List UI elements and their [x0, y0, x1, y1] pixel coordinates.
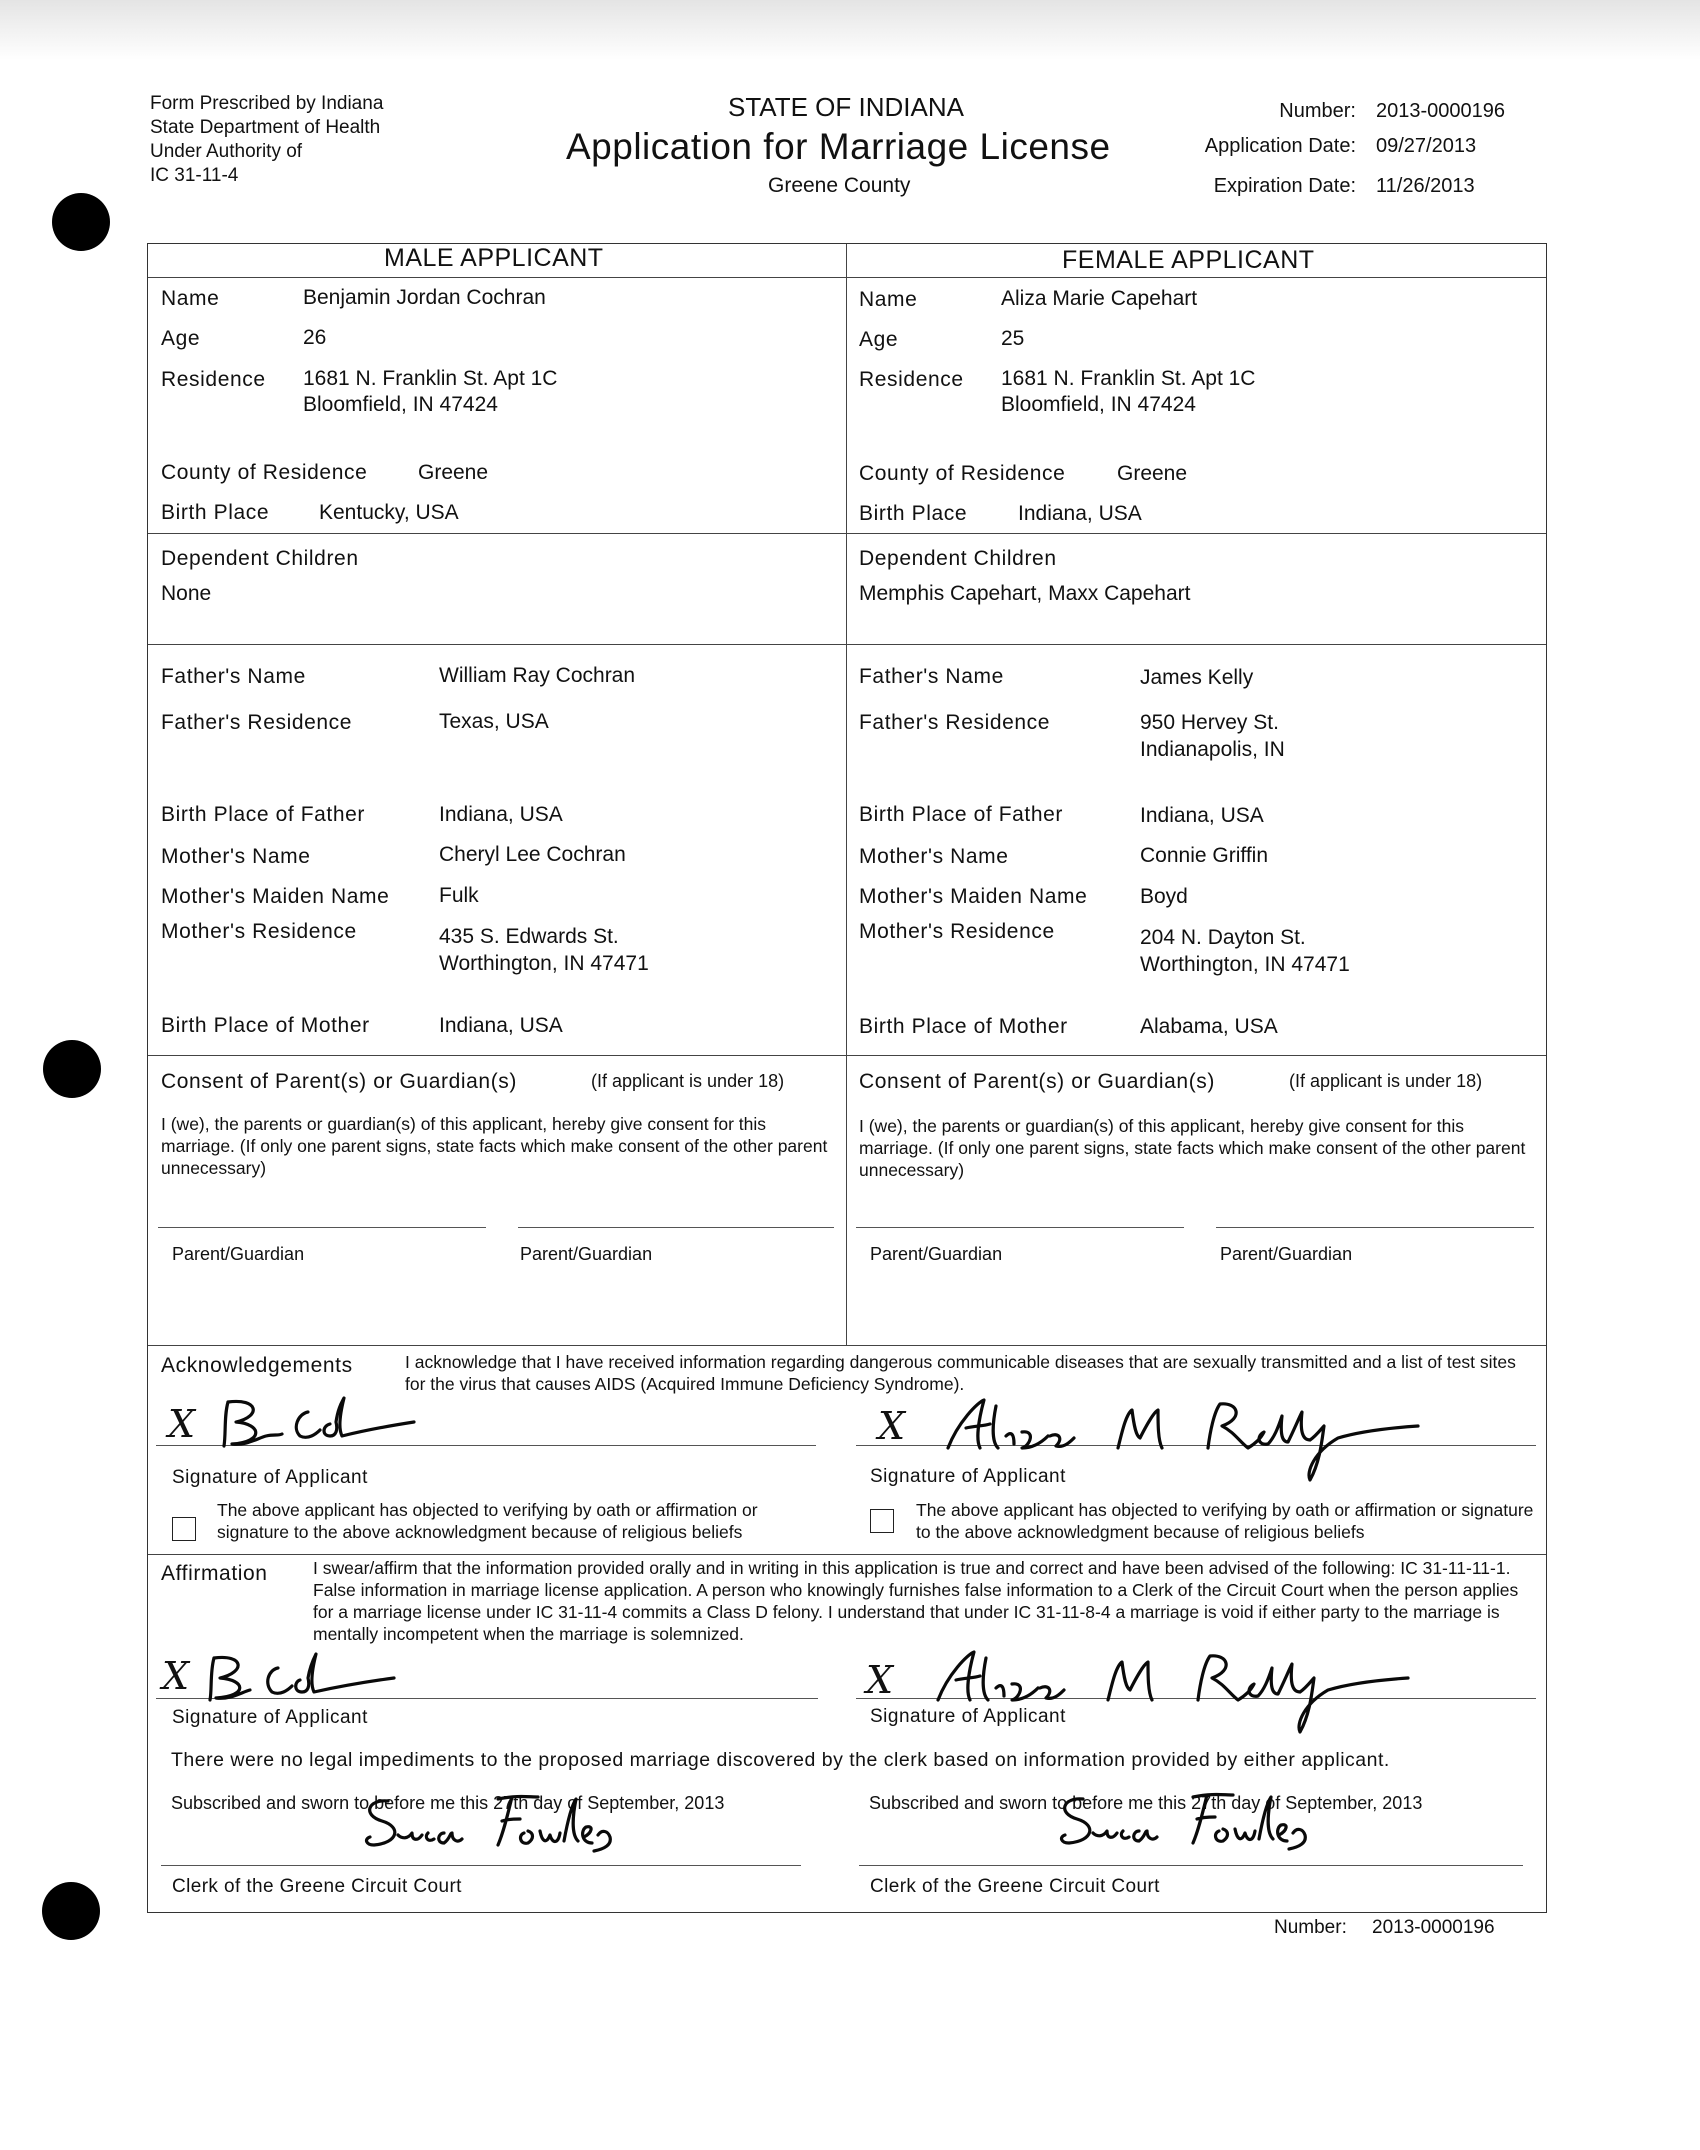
male-residence-label: Residence — [161, 368, 266, 391]
female-dependent-children-label: Dependent Children — [859, 547, 1057, 570]
female-consent-note: (If applicant is under 18) — [1289, 1071, 1483, 1091]
male-father-name: William Ray Cochran — [439, 664, 636, 687]
female-father-residence-label: Father's Residence — [859, 711, 1051, 734]
male-dependent-children-label: Dependent Children — [161, 547, 359, 570]
male-dependent-children: None — [161, 582, 212, 605]
female-applicant-heading: FEMALE APPLICANT — [1062, 246, 1315, 274]
section-divider — [148, 1554, 1546, 1555]
female-signature-x: X — [878, 1404, 906, 1448]
male-mother-residence-label: Mother's Residence — [161, 920, 357, 943]
punch-hole-middle — [43, 1040, 101, 1098]
male-county-label: County of Residence — [161, 461, 368, 484]
female-mother-residence-label: Mother's Residence — [859, 920, 1055, 943]
male-religious-objection-text: The above applicant has objected to verifying by oath or affirmation or signature to the above acknowledgment because of religious beliefs — [217, 1500, 758, 1542]
female-age: 25 — [1001, 327, 1025, 350]
male-consent-text: I (we), the parents or guardian(s) of this applicant, hereby give consent for this marriage. (If only one parent signs, state facts which make consent of the other parent unnecessary) — [161, 1114, 828, 1178]
female-signature-of-applicant-label: Signature of Applicant — [870, 1466, 1066, 1487]
male-mother-name: Cheryl Lee Cochran — [439, 843, 626, 866]
authority-line: State Department of Health — [150, 117, 381, 138]
female-dependent-children: Memphis Capehart, Maxx Capehart — [859, 582, 1191, 605]
state-heading: STATE OF INDIANA — [728, 92, 964, 122]
page-title: Application for Marriage License — [566, 126, 1111, 167]
male-county: Greene — [418, 461, 489, 484]
male-mother-residence-line2: Worthington, IN 47471 — [439, 952, 649, 975]
female-residence-line2: Bloomfield, IN 47424 — [1001, 393, 1196, 416]
scan-top-shade — [0, 0, 1700, 60]
male-mother-birth-place-label: Birth Place of Mother — [161, 1014, 370, 1037]
footer-number: 2013-0000196 — [1372, 1917, 1495, 1938]
female-father-birth-place: Indiana, USA — [1140, 804, 1264, 827]
male-age: 26 — [303, 326, 327, 349]
male-birth-place-label: Birth Place — [161, 501, 270, 524]
heading-divider — [148, 277, 1546, 278]
section-divider — [148, 533, 1546, 534]
male-religious-objection-checkbox[interactable] — [172, 1517, 196, 1541]
section-divider — [148, 1345, 1546, 1346]
female-age-label: Age — [859, 328, 899, 351]
expiration-date: 11/26/2013 — [1376, 175, 1475, 197]
female-county-label: County of Residence — [859, 462, 1066, 485]
female-affirmation-signature-x: X — [866, 1658, 894, 1702]
male-mother-birth-place: Indiana, USA — [439, 1014, 563, 1037]
authority-line: Form Prescribed by Indiana — [150, 93, 384, 114]
female-sworn-statement: Subscribed and sworn to before me this 27th day of September, 2013 — [869, 1793, 1423, 1813]
punch-hole-top — [52, 193, 110, 251]
male-birth-place: Kentucky, USA — [319, 501, 459, 524]
male-father-birth-place-label: Birth Place of Father — [161, 803, 366, 826]
male-affirmation-signature-x: X — [162, 1654, 190, 1698]
female-father-birth-place-label: Birth Place of Father — [859, 803, 1064, 826]
authority-line: IC 31-11-4 — [150, 165, 239, 186]
female-father-residence-line2: Indianapolis, IN — [1140, 738, 1285, 761]
female-clerk-signature-line[interactable] — [859, 1865, 1523, 1866]
female-residence-line1: 1681 N. Franklin St. Apt 1C — [1001, 367, 1256, 390]
male-parent-signature-line-1[interactable] — [158, 1227, 486, 1228]
female-birth-place-label: Birth Place — [859, 502, 968, 525]
application-form — [147, 243, 1547, 1913]
male-sworn-statement: Subscribed and sworn to before me this 27th day of September, 2013 — [171, 1793, 725, 1813]
female-mother-birth-place-label: Birth Place of Mother — [859, 1015, 1068, 1038]
female-religious-objection-text: The above applicant has objected to verifying by oath or affirmation or signature to the above acknowledgment because of religious beliefs — [916, 1500, 1534, 1542]
affirmation-label: Affirmation — [161, 1562, 268, 1585]
punch-hole-bottom — [42, 1882, 100, 1940]
column-divider — [846, 244, 847, 1345]
female-name-label: Name — [859, 288, 918, 311]
female-consent-title: Consent of Parent(s) or Guardian(s) — [859, 1070, 1215, 1093]
female-clerk-label: Clerk of the Greene Circuit Court — [870, 1876, 1160, 1897]
female-affirmation-signature-label: Signature of Applicant — [870, 1706, 1066, 1727]
male-clerk-label: Clerk of the Greene Circuit Court — [172, 1876, 462, 1897]
number-label: Number: — [1279, 100, 1356, 122]
female-religious-objection-checkbox[interactable] — [870, 1509, 894, 1533]
male-mother-maiden: Fulk — [439, 884, 479, 907]
male-consent-title: Consent of Parent(s) or Guardian(s) — [161, 1070, 517, 1093]
county-heading: Greene County — [768, 174, 911, 197]
female-father-name-label: Father's Name — [859, 665, 1004, 688]
male-clerk-signature-line[interactable] — [161, 1865, 801, 1866]
male-residence-line1: 1681 N. Franklin St. Apt 1C — [303, 367, 558, 390]
male-mother-maiden-label: Mother's Maiden Name — [161, 885, 390, 908]
male-father-residence-label: Father's Residence — [161, 711, 353, 734]
female-county: Greene — [1117, 462, 1188, 485]
male-applicant-heading: MALE APPLICANT — [384, 244, 604, 272]
male-parent-guardian-label-1: Parent/Guardian — [172, 1244, 305, 1264]
expiration-date-label: Expiration Date: — [1213, 175, 1356, 197]
female-mother-name: Connie Griffin — [1140, 844, 1269, 867]
male-affirmation-signature — [204, 1652, 404, 1708]
female-mother-residence-line1: 204 N. Dayton St. — [1140, 926, 1306, 949]
male-acknowledgement-signature — [218, 1394, 418, 1454]
female-mother-residence-line2: Worthington, IN 47471 — [1140, 953, 1350, 976]
male-signature-of-applicant-label: Signature of Applicant — [172, 1467, 368, 1488]
female-mother-maiden: Boyd — [1140, 885, 1188, 908]
acknowledgements-label: Acknowledgements — [161, 1354, 353, 1377]
female-father-residence-line1: 950 Hervey St. — [1140, 711, 1279, 734]
form-authority — [150, 92, 383, 188]
section-divider — [148, 644, 1546, 645]
male-mother-name-label: Mother's Name — [161, 845, 311, 868]
male-parent-guardian-label-2: Parent/Guardian — [520, 1244, 653, 1264]
male-name-label: Name — [161, 287, 220, 310]
female-mother-maiden-label: Mother's Maiden Name — [859, 885, 1088, 908]
authority-line: Under Authority of — [150, 141, 303, 162]
female-consent-text: I (we), the parents or guardian(s) of this applicant, hereby give consent for this marriage. (If only one parent signs, state facts which make consent of the other parent unnecessary) — [859, 1116, 1526, 1180]
section-divider — [148, 1055, 1546, 1056]
footer-number-label: Number: — [1274, 1917, 1347, 1938]
female-residence-label: Residence — [859, 368, 964, 391]
license-number: 2013-0000196 — [1376, 100, 1506, 122]
impediments-statement: There were no legal impediments to the proposed marriage discovered by the clerk based on information provided by either applicant. — [171, 1749, 1390, 1771]
male-father-residence: Texas, USA — [439, 710, 549, 733]
female-parent-signature-line-2[interactable] — [1216, 1227, 1534, 1228]
male-consent-note: (If applicant is under 18) — [591, 1071, 785, 1091]
male-father-birth-place: Indiana, USA — [439, 803, 563, 826]
female-mother-birth-place: Alabama, USA — [1140, 1015, 1278, 1038]
female-name: Aliza Marie Capehart — [1001, 287, 1198, 310]
female-father-name: James Kelly — [1140, 666, 1254, 689]
application-date: 09/27/2013 — [1376, 135, 1477, 157]
male-clerk-signature — [358, 1789, 618, 1859]
affirmation-text: I swear/affirm that the information provided orally and in writing in this application is true and correct and have been advised of the following: IC 31-11-11-1. False information in marriage license application. A person who knowingly furnishes false information to a Clerk of the Circuit Court when the person applies for a marriage license under IC 31-11-4 commits a Class D felony. I understand that under IC 31-11-8-4 a marriage is void if either party to the marriage is mentally incompetent when the marriage is solemnized. — [313, 1558, 1519, 1644]
female-mother-name-label: Mother's Name — [859, 845, 1009, 868]
female-parent-guardian-label-1: Parent/Guardian — [870, 1244, 1003, 1264]
application-date-label: Application Date: — [1204, 135, 1356, 157]
female-parent-guardian-label-2: Parent/Guardian — [1220, 1244, 1353, 1264]
male-father-name-label: Father's Name — [161, 665, 306, 688]
female-birth-place: Indiana, USA — [1018, 502, 1142, 525]
male-age-label: Age — [161, 327, 201, 350]
acknowledgements-text: I acknowledge that I have received information regarding dangerous communicable diseases that are sexually transmitted and a list of test sites for the virus that causes AIDS (Acquired Immune Deficiency Syndrome). — [405, 1352, 1516, 1394]
male-mother-residence-line1: 435 S. Edwards St. — [439, 925, 619, 948]
male-parent-signature-line-2[interactable] — [518, 1227, 834, 1228]
male-name: Benjamin Jordan Cochran — [303, 286, 546, 309]
male-signature-x: X — [168, 1402, 196, 1446]
male-residence-line2: Bloomfield, IN 47424 — [303, 393, 498, 416]
female-clerk-signature — [1053, 1787, 1313, 1857]
male-affirmation-signature-label: Signature of Applicant — [172, 1707, 368, 1728]
female-parent-signature-line-1[interactable] — [856, 1227, 1184, 1228]
